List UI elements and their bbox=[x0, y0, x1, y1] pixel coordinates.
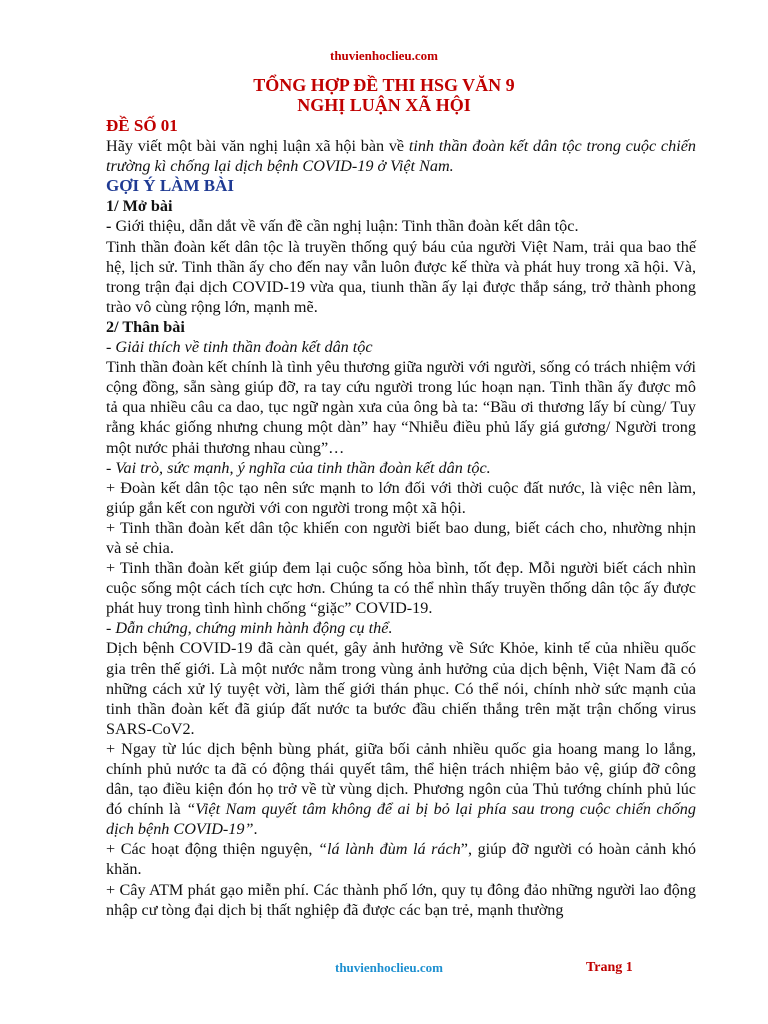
role-point-2: + Tinh thần đoàn kết dân tộc khiến con người biết bao dung, biết cách cho, nhường nhịn và sẻ chia. bbox=[106, 518, 696, 557]
explain-label: - Giải thích về tinh thần đoàn kết dân tộc bbox=[106, 338, 373, 357]
intro-paragraph: Tinh thần đoàn kết dân tộc là truyền thống quý báu của người Việt Nam, trải qua bao thế hệ, lịch sử. Tinh thần ấy cho đến nay vẫn luôn được kế thừa và phát huy trong xã hội. Và, trong trận đại dịch COVID-19 vừa qua, tiunh thần ấy lại được thắp sáng, trở thành phong trào vô cùng rộng lớn, mạnh mẽ. bbox=[106, 237, 696, 316]
explain-paragraph: Tinh thần đoàn kết chính là tình yêu thương giữa người với người, sống có trách nhiệm với cộng đồng, sẵn sàng giúp đỡ, ra tay cứu người trong lúc hoạn nạn. Tinh thần ấy được mô tả qua nhiều câu ca dao, tục ngữ ngàn xưa của ông bà ta: “Bầu ơi thương lấy bí cùng/ Tuy rằng khác giống nhưng chung một dàn” hay “Nhiễu điều phủ lấy giá gương/ Người trong một nước phải thương nhau cùng”… bbox=[106, 358, 696, 457]
evidence-point-2-end: ”, giúp đỡ người có hoàn cảnh khó khăn. bbox=[106, 840, 697, 879]
exam-prompt bbox=[106, 136, 696, 176]
role-label: - Vai trò, sức mạnh, ý nghĩa của tinh thần đoàn kết dân tộc. bbox=[106, 458, 491, 477]
evidence-point-1-end: . bbox=[253, 820, 258, 839]
body-heading: 2/ Thân bài bbox=[106, 317, 185, 336]
evidence-point-1 bbox=[106, 739, 696, 839]
page-number: Trang 1 bbox=[586, 960, 633, 975]
document-subtitle: NGHỊ LUẬN XÃ HỘI bbox=[297, 95, 471, 115]
document-body bbox=[106, 116, 696, 920]
header-site-link[interactable]: thuvienhoclieu.com bbox=[330, 48, 438, 63]
intro-line-text: Giới thiệu, dẫn dắt về vấn đề cần nghị luận: Tinh thần đoàn kết dân tộc. bbox=[115, 217, 579, 236]
evidence-point-2-quote: “lá lành đùm lá rách bbox=[318, 840, 461, 859]
exam-prompt-prefix: Hãy viết một bài văn nghị luận xã hội bàn về bbox=[106, 137, 409, 156]
evidence-point-3: + Cây ATM phát gạo miễn phí. Các thành phố lớn, quy tụ đông đảo những người lao động nhập cư tòng đại dịch bị thất nghiệp đã được các bạn trẻ, mạnh thường bbox=[106, 880, 696, 919]
role-point-3: + Tinh thần đoàn kết giúp đem lại cuộc sống hòa bình, tốt đẹp. Mỗi người biết cách nhìn cuộc sống một cách tích cực hơn. Chúng ta có thể nhìn thấy truyền thống dân tộc ấy được phát huy trong tình hình chống “giặc” COVID-19. bbox=[106, 559, 696, 618]
intro-dash: - bbox=[106, 217, 116, 236]
document-title: TỔNG HỢP ĐỀ THI HSG VĂN 9 bbox=[253, 75, 515, 95]
evidence-point-1-text: + Ngay từ lúc dịch bệnh bùng phát, giữa bối cảnh nhiều quốc gia hoang mang lo lắng, chính phủ nước ta đã có động thái quyết tâm, thể hiện trách nhiệm bảo vệ, giúp đỡ công dân, tạo điều kiện đón họ trở về từ vùng dịch. Phương ngôn của Thủ tướng chính phủ lúc đó chính là bbox=[106, 739, 696, 819]
role-point-1: + Đoàn kết dân tộc tạo nên sức mạnh to lớn đối với thời cuộc đất nước, là việc nên làm, giúp gắn kết con người với con người trong một xã hội. bbox=[106, 478, 696, 517]
evidence-point-1-quote: “Việt Nam quyết tâm không để ai bị bỏ lại phía sau trong cuộc chiến chống dịch bệnh COVID-19” bbox=[106, 800, 696, 839]
guide-heading: GỢI Ý LÀM BÀI bbox=[106, 176, 234, 196]
intro-line bbox=[106, 216, 696, 236]
evidence-paragraph: Dịch bệnh COVID-19 đã càn quét, gây ảnh hưởng về Sức Khỏe, kinh tế của nhiều quốc gia trên thế giới. Là một nước nằm trong vùng ảnh hưởng của dịch bệnh, Việt Nam đã có những cách xử lý tuyệt vời, làm thế giới thán phục. Có thể nói, chính nhờ sức mạnh của tinh thần đoàn kết đã giúp đất nước ta bước đầu chiến thắng trên mặt trận chống virus SARS-CoV2. bbox=[106, 639, 696, 738]
footer-site-link[interactable]: thuvienhoclieu.com bbox=[335, 960, 443, 975]
evidence-label: - Dẫn chứng, chứng minh hành động cụ thể. bbox=[106, 619, 393, 638]
evidence-point-2-text: + Các hoạt động thiện nguyện, bbox=[106, 840, 318, 859]
intro-heading: 1/ Mở bài bbox=[106, 197, 173, 216]
exam-number: ĐỀ SỐ 01 bbox=[106, 116, 178, 135]
exam-prompt-topic: tinh thần đoàn kết dân tộc trong cuộc chiến trường kì chống lại dịch bệnh COVID-19 ở Việt Nam. bbox=[106, 137, 696, 176]
evidence-point-2 bbox=[106, 839, 696, 879]
